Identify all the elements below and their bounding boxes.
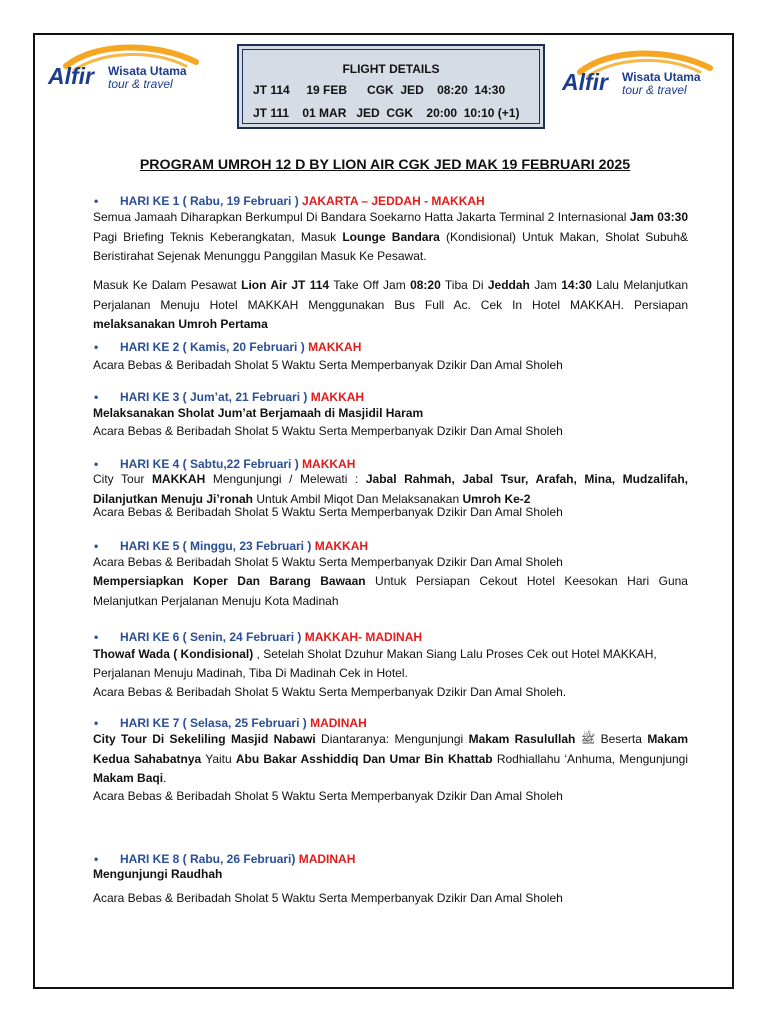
day-7-destination: MADINAH [310, 716, 367, 730]
day-6-destination: MAKKAH- MADINAH [304, 630, 423, 644]
day-5-paragraph-2: Mempersiapkan Koper Dan Barang Bawaan Untuk Persiapan Cekout Hotel Keesokan Hari Guna Melanjutkan Perjalanan Menuju Kota Madinah [93, 574, 688, 608]
day-6-paragraph-2: Perjalanan Menuju Madinah, Tiba Di Madinah Cek in Hotel. [93, 666, 408, 680]
flight-row-return: JT 111 01 MAR JED CGK 20:00 10:10 (+1) [253, 106, 520, 120]
bullet-icon: • [94, 340, 99, 354]
flight-details-inner [242, 49, 540, 124]
day-2-label: HARI KE 2 ( Kamis, 20 Februari ) [120, 340, 305, 354]
day-1-paragraph-1: Semua Jamaah Diharapkan Berkumpul Di Bandara Soekarno Hatta Jakarta Terminal 2 Internasional Jam 03:30 Pagi Briefing Teknis Keberangkatan, Masuk Lounge Bandara (Kondisional) Untuk Makan, Sholat Subuh& Beristirahat Sejenak Menunggu Panggilan Masuk Ke Pesawat. [93, 210, 689, 263]
day-1-label: HARI KE 1 ( Rabu, 19 Februari ) [120, 194, 299, 208]
alfir-logo-left [46, 44, 211, 100]
logo-brand: Alfir [562, 69, 608, 95]
logo-line2: tour & travel [108, 77, 173, 91]
day-8-destination: MADINAH [298, 852, 356, 866]
day-2-heading [94, 340, 362, 354]
bullet-icon: • [94, 539, 99, 553]
logo-line1: Wisata Utama [108, 64, 187, 78]
logo-brand: Alfir [48, 63, 94, 89]
day-2-destination: MAKKAH [308, 340, 362, 354]
day-6-paragraph-1: Thowaf Wada ( Kondisional) , Setelah Sholat Dzuhur Makan Siang Lalu Proses Cek out Hotel MAKKAH, [93, 647, 657, 661]
day-4-paragraph-2: Acara Bebas & Beribadah Sholat 5 Waktu Serta Memperbanyak Dzikir Dan Amal Sholeh [93, 505, 563, 519]
day-7-label: HARI KE 7 ( Selasa, 25 Februari ) [120, 716, 307, 730]
day-3-label: HARI KE 3 ( Jum’at, 21 Februari ) [120, 390, 308, 404]
day-5-paragraph-1: Acara Bebas & Beribadah Sholat 5 Waktu Serta Memperbanyak Dzikir Dan Amal Sholeh [93, 555, 563, 569]
day-1-destination: JAKARTA – JEDDAH - MAKKAH [302, 194, 485, 208]
bullet-icon: • [94, 716, 99, 730]
day-6-label: HARI KE 6 ( Senin, 24 Februari ) [120, 630, 302, 644]
day-7-paragraph-2: Acara Bebas & Beribadah Sholat 5 Waktu Serta Memperbanyak Dzikir Dan Amal Sholeh [93, 789, 563, 803]
day-8-heading [94, 852, 356, 866]
day-8-label: HARI KE 8 ( Rabu, 26 Februari) [120, 852, 296, 866]
day-4-destination: MAKKAH [302, 457, 356, 471]
day-2-paragraph: Acara Bebas & Beribadah Sholat 5 Waktu Serta Memperbanyak Dzikir Dan Amal Sholeh [93, 358, 563, 372]
day-4-label: HARI KE 4 ( Sabtu,22 Februari ) [120, 457, 299, 471]
day-7-heading [94, 716, 367, 730]
day-1-paragraph-2: Masuk Ke Dalam Pesawat Lion Air JT 114 Take Off Jam 08:20 Tiba Di Jeddah Jam 14:30 Lalu Melanjutkan Perjalanan Menuju Hotel MAKKAH Menggunakan Bus Full Ac. Cek In Hotel MAKKAH. Persiapan melaksanakan Umroh Pertama [93, 278, 689, 331]
program-title: PROGRAM UMROH 12 D BY LION AIR CGK JED MAK 19 FEBRUARI 2025 [139, 157, 631, 173]
flight-row-outbound: JT 114 19 FEB CGK JED 08:20 14:30 [253, 83, 506, 97]
alfir-logo-right [560, 50, 725, 106]
day-1-heading [94, 194, 485, 208]
day-8-paragraph-2: Acara Bebas & Beribadah Sholat 5 Waktu Serta Memperbanyak Dzikir Dan Amal Sholeh [93, 891, 563, 905]
day-7-paragraph-1: City Tour Di Sekeliling Masjid Nabawi Diantaranya: Mengunjungi Makam Rasulullah ﷺ Beserta Makam Kedua Sahabatnya Yaitu Abu Bakar Asshiddiq Dan Umar Bin Khattab Rodhiallahu ‘Anhuma, Mengunjungi Makam Baqi. [93, 732, 688, 785]
bullet-icon: • [94, 630, 99, 644]
day-3-destination: MAKKAH [310, 390, 365, 404]
bullet-icon: • [94, 852, 99, 866]
logo-line2: tour & travel [622, 83, 687, 97]
day-3-paragraph-1: Melaksanakan Sholat Jum’at Berjamaah di Masjidil Haram [93, 406, 424, 420]
flight-details-box [237, 44, 545, 129]
day-6-paragraph-3: Acara Bebas & Beribadah Sholat 5 Waktu Serta Memperbanyak Dzikir Dan Amal Sholeh. [93, 685, 567, 699]
bullet-icon: • [94, 390, 99, 404]
day-3-heading [94, 390, 365, 404]
day-8-paragraph-1: Mengunjungi Raudhah [93, 867, 223, 881]
logo-line1: Wisata Utama [622, 70, 701, 84]
day-6-heading [94, 630, 423, 644]
day-5-heading [94, 539, 369, 553]
day-5-destination: MAKKAH [314, 539, 369, 553]
bullet-icon: • [94, 457, 99, 471]
day-4-paragraph-1: City Tour MAKKAH Mengunjungi / Melewati : Jabal Rahmah, Jabal Tsur, Arafah, Mina, Mudzalifah, Dilanjutkan Menuju Ji’ronah Untuk Ambil Miqot Dan Melaksanakan Umroh Ke-2 [93, 472, 688, 506]
day-5-label: HARI KE 5 ( Minggu, 23 Februari ) [120, 539, 312, 553]
day-3-paragraph-2: Acara Bebas & Beribadah Sholat 5 Waktu Serta Memperbanyak Dzikir Dan Amal Sholeh [93, 424, 563, 438]
flight-details-title: FLIGHT DETAILS [342, 62, 440, 76]
bullet-icon: • [94, 194, 99, 208]
day-4-heading [94, 457, 356, 471]
